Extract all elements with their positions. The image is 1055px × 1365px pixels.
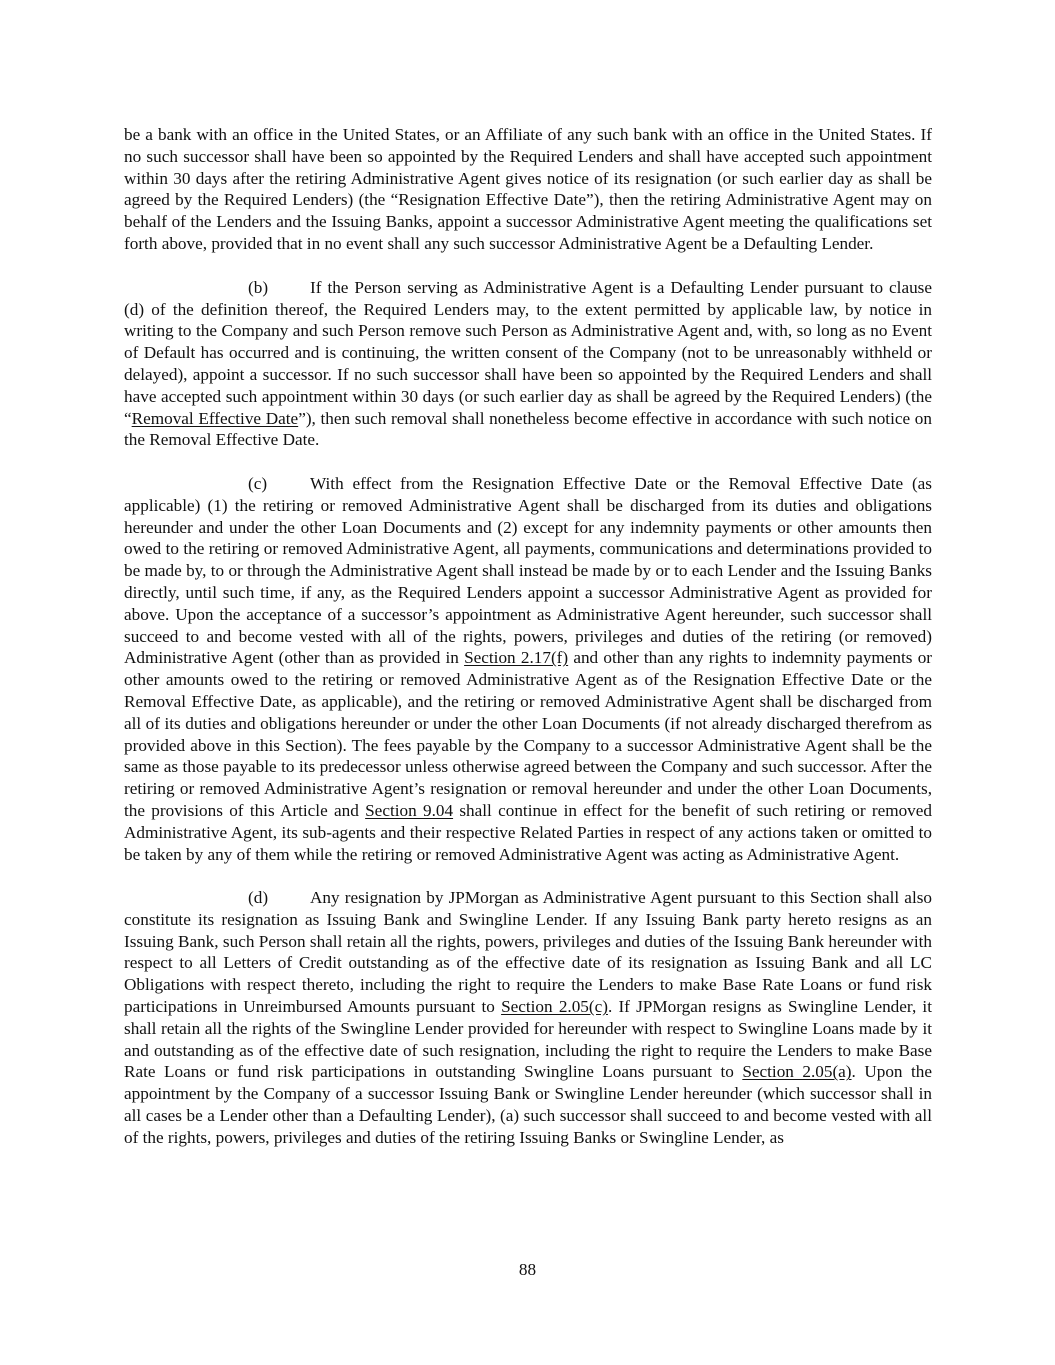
paragraph-b [124, 277, 932, 451]
removal-effective-date-term: Removal Effective Date [131, 408, 299, 428]
paragraph-c [124, 473, 932, 865]
paragraph-d-text-2: . If JPMorgan resigns as Swingline Lender, it shall retain all the rights of the Swingline Lender provided for hereunder with respect to Swingline Loans made by it and outstanding as of the effective date of such resignation, including the right to require the Lenders to make Base Rate Loans or fund risk participations in outstanding Swingline Loans pursuant to [124, 997, 932, 1082]
paragraph-c-text-2: and other than any rights to indemnity payments or other amounts owed to the retiring or removed Administrative Agent as of the Resignation Effective Date or the Removal Effective Date, as applicable), and the retiring or removed Administrative Agent shall be discharged from all of its duties and obligations hereunder or under the other Loan Documents (if not already discharged therefrom as provided above in this Section). The fees payable by the Company to a successor Administrative Agent shall be the same as those payable to its predecessor unless otherwise agreed between the Company and such successor. After the retiring or removed Administrative Agent’s resignation or removal hereunder and under the other Loan Documents, the provisions of this Article and [124, 648, 933, 820]
paragraph-d-text-1: Any resignation by JPMorgan as Administrative Agent pursuant to this Section shall also constitute its resignation as Issuing Bank and Swingline Lender. If any Issuing Bank party hereto resigns as an Issuing Bank, such Person shall retain all the rights, powers, privileges and duties of the Issuing Bank hereunder with respect to all Letters of Credit outstanding as of the effective date of its resignation as Issuing Bank and all LC Obligations with respect thereto, including the right to require the Lenders to make Base Rate Loans or fund risk participations in Unreimbursed Amounts pursuant to [124, 888, 932, 1017]
page-number: 88 [518, 1260, 537, 1279]
paragraph-c-marker: (c) [248, 473, 268, 493]
document-page [124, 124, 932, 1170]
paragraph-intro-text: be a bank with an office in the United States, or an Affiliate of any such bank with an office in the United States. If no such successor shall have been so appointed by the Required Lenders and shall have accepted such appointment within 30 days after the retiring Administrative Agent gives notice of its resignation (or such earlier day as shall be agreed by the Required Lenders) (the “Resignation Effective Date”), then the retiring Administrative Agent may on behalf of the Lenders and the Issuing Banks, appoint a successor Administrative Agent meeting the qualifications set forth above, provided that in no event shall any such successor Administrative Agent be a Defaulting Lender. [124, 125, 932, 253]
section-2-05-a-reference: Section 2.05(a) [742, 1062, 852, 1082]
paragraph-intro [124, 124, 932, 255]
paragraph-d [124, 887, 932, 1149]
paragraph-b-marker: (b) [248, 277, 269, 297]
paragraph-d-marker: (d) [248, 888, 269, 908]
paragraph-c-text-3: shall continue in effect for the benefit of such retiring or removed Administrative Agent, its sub-agents and their respective Related Parties in respect of any actions taken or omitted to be taken by any of them while the retiring or removed Administrative Agent was acting as Administrative Agent. [124, 800, 933, 864]
paragraph-c-text-1: With effect from the Resignation Effective Date or the Removal Effective Date (as applicable) (1) the retiring or removed Administrative Agent shall be discharged from its duties and obligations hereunder and under the other Loan Documents and (2) except for any indemnity payments or other amounts then owed to the retiring or removed Administrative Agent, all payments, communications and determinations provided to be made by, to or through the Administrative Agent shall instead be made by or to each Lender and the Issuing Banks directly, until such time, if any, as the Required Lenders appoint a successor Administrative Agent as provided for above. Upon the acceptance of a successor’s appointment as Administrative Agent hereunder, such successor shall succeed to and become vested with all of the rights, powers, privileges and duties of the retiring (or removed) Administrative Agent (other than as provided in [124, 473, 932, 668]
paragraph-d-text-3: . Upon the appointment by the Company of a successor Issuing Bank or Swingline Lender hereunder (which successor shall in all cases be a Lender other than a Defaulting Lender), (a) such successor shall succeed to and become vested with all of the rights, powers, privileges and duties of the retiring Issuing Banks or Swingline Lender, as [124, 1062, 932, 1147]
paragraph-b-text-1: If the Person serving as Administrative Agent is a Defaulting Lender pursuant to clause (d) of the definition thereof, the Required Lenders may, to the extent permitted by applicable law, by notice in writing to the Company and such Person remove such Person as Administrative Agent and, with, so long as no Event of Default has occurred and is continuing, the written consent of the Company (not to be unreasonably withheld or delayed), appoint a successor. If no such successor shall have been so appointed by the Required Lenders and shall have accepted such appointment within 30 days (or such earlier day as shall be agreed by the Required Lenders) (the “ [124, 277, 932, 428]
section-2-17-f-reference: Section 2.17(f) [464, 648, 569, 668]
paragraph-b-text-2: ”), then such removal shall nonetheless become effective in accordance with such notice on the Removal Effective Date. [124, 408, 932, 450]
section-9-04-reference: Section 9.04 [365, 800, 454, 820]
section-2-05-c-reference: Section 2.05(c) [501, 997, 608, 1017]
